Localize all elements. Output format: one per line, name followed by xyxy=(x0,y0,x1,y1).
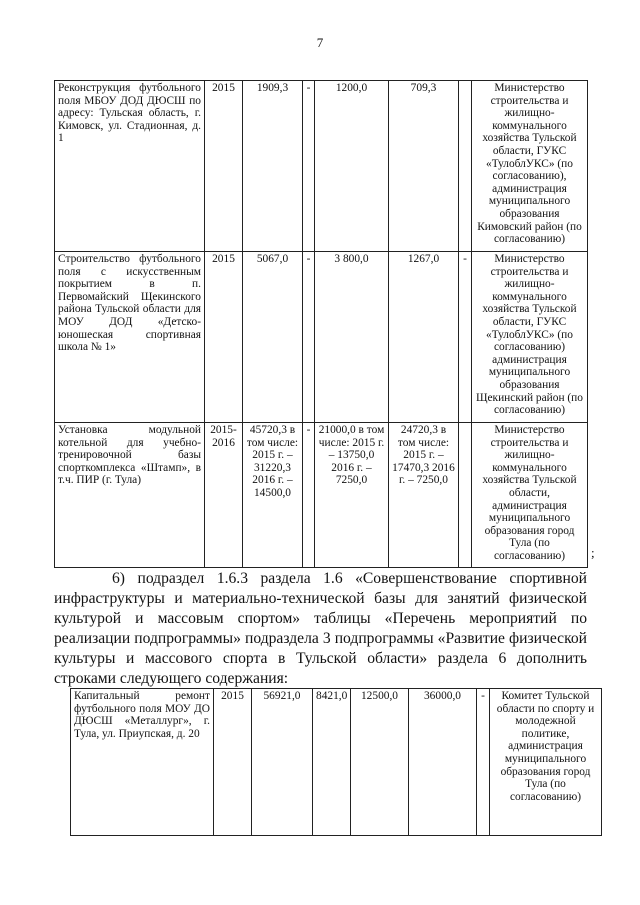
extra-cell xyxy=(459,81,472,252)
municipal-cell: 1267,0 xyxy=(389,252,459,423)
responsible-cell: Министерство строительства и жилищно-коммунального хозяйства Тульской области, ГУКС «ТулоблУКС» (по согласованию) администрация муниципального образования Щекинский район (по согласованию) xyxy=(472,252,588,423)
year-cell: 2015 xyxy=(205,252,243,423)
total-cell: 1909,3 xyxy=(243,81,303,252)
measure-name-cell: Реконструкция футбольного поля МБОУ ДОД ДЮСШ по адресу: Тульская область, г. Кимовск, ул. Стадионная, д. 1 xyxy=(55,81,205,252)
body-paragraph: 6) подраздел 1.6.3 раздела 1.6 «Совершенствование спортивной инфраструктуры и материально-технической базы для занятий физической культурой и массовым спортом» таблицы «Перечень мероприятий по реализации подпрограммы» подраздела 3 подпрограммы «Развитие физической культуры и массового спорта в Тульской области» раздела 6 дополнить строками следующего содержания: xyxy=(54,570,587,687)
municipal-cell: 709,3 xyxy=(389,81,459,252)
year-cell: 2015-2016 xyxy=(205,423,243,568)
year-cell: 2015 xyxy=(214,689,252,836)
municipal-cell: 36000,0 xyxy=(409,689,477,836)
regional-cell: 12500,0 xyxy=(351,689,409,836)
measure-name-cell: Капитальный ремонт футбольного поля МОУ ДО ДЮСШ «Металлург», г. Тула, ул. Приупская, д. 20 xyxy=(71,689,214,836)
extra-cell: - xyxy=(459,252,472,423)
page-number: 7 xyxy=(316,35,324,50)
table-row xyxy=(55,423,588,568)
measure-name-cell: Строительство футбольного поля с искусственным покрытием в п. Первомайский Щекинского района Тульской области для МОУ ДОД «Детско-юношеская спортивная школа № 1» xyxy=(55,252,205,423)
extra-cell: - xyxy=(477,689,490,836)
closing-semicolon: ; xyxy=(591,545,595,560)
responsible-cell: Министерство строительства и жилищно-коммунального хозяйства Тульской области, ГУКС «ТулоблУКС» (по согласованию), администрация муниципального образования Кимовский район (по согласованию) xyxy=(472,81,588,252)
total-cell: 5067,0 xyxy=(243,252,303,423)
table-row xyxy=(71,689,602,836)
regional-cell: 1200,0 xyxy=(315,81,389,252)
total-cell: 45720,3 в том числе: 2015 г. – 31220,3 2016 г. – 14500,0 xyxy=(243,423,303,568)
responsible-cell: Комитет Тульской области по спорту и молодежной политике, администрация муниципального образования город Тула (по согласованию) xyxy=(490,689,602,836)
federal-cell: - xyxy=(303,423,315,568)
added-measures-table xyxy=(70,688,602,836)
federal-cell: - xyxy=(303,81,315,252)
municipal-cell: 24720,3 в том числе: 2015 г. – 17470,3 2016 г. – 7250,0 xyxy=(389,423,459,568)
extra-cell xyxy=(459,423,472,568)
federal-cell: 8421,0 xyxy=(313,689,351,836)
federal-cell: - xyxy=(303,252,315,423)
table-row xyxy=(55,81,588,252)
responsible-cell: Министерство строительства и жилищно-коммунального хозяйства Тульской области, администрация муниципального образования город Тула (по согласованию) xyxy=(472,423,588,568)
regional-cell: 3 800,0 xyxy=(315,252,389,423)
table-row xyxy=(55,252,588,423)
regional-cell: 21000,0 в том числе: 2015 г. – 13750,0 2016 г. – 7250,0 xyxy=(315,423,389,568)
total-cell: 56921,0 xyxy=(252,689,313,836)
measures-table xyxy=(54,80,588,568)
year-cell: 2015 xyxy=(205,81,243,252)
measure-name-cell: Установка модульной котельной для учебно-тренировочной базы спорткомплекса «Штамп», в т.ч. ПИР (г. Тула) xyxy=(55,423,205,568)
